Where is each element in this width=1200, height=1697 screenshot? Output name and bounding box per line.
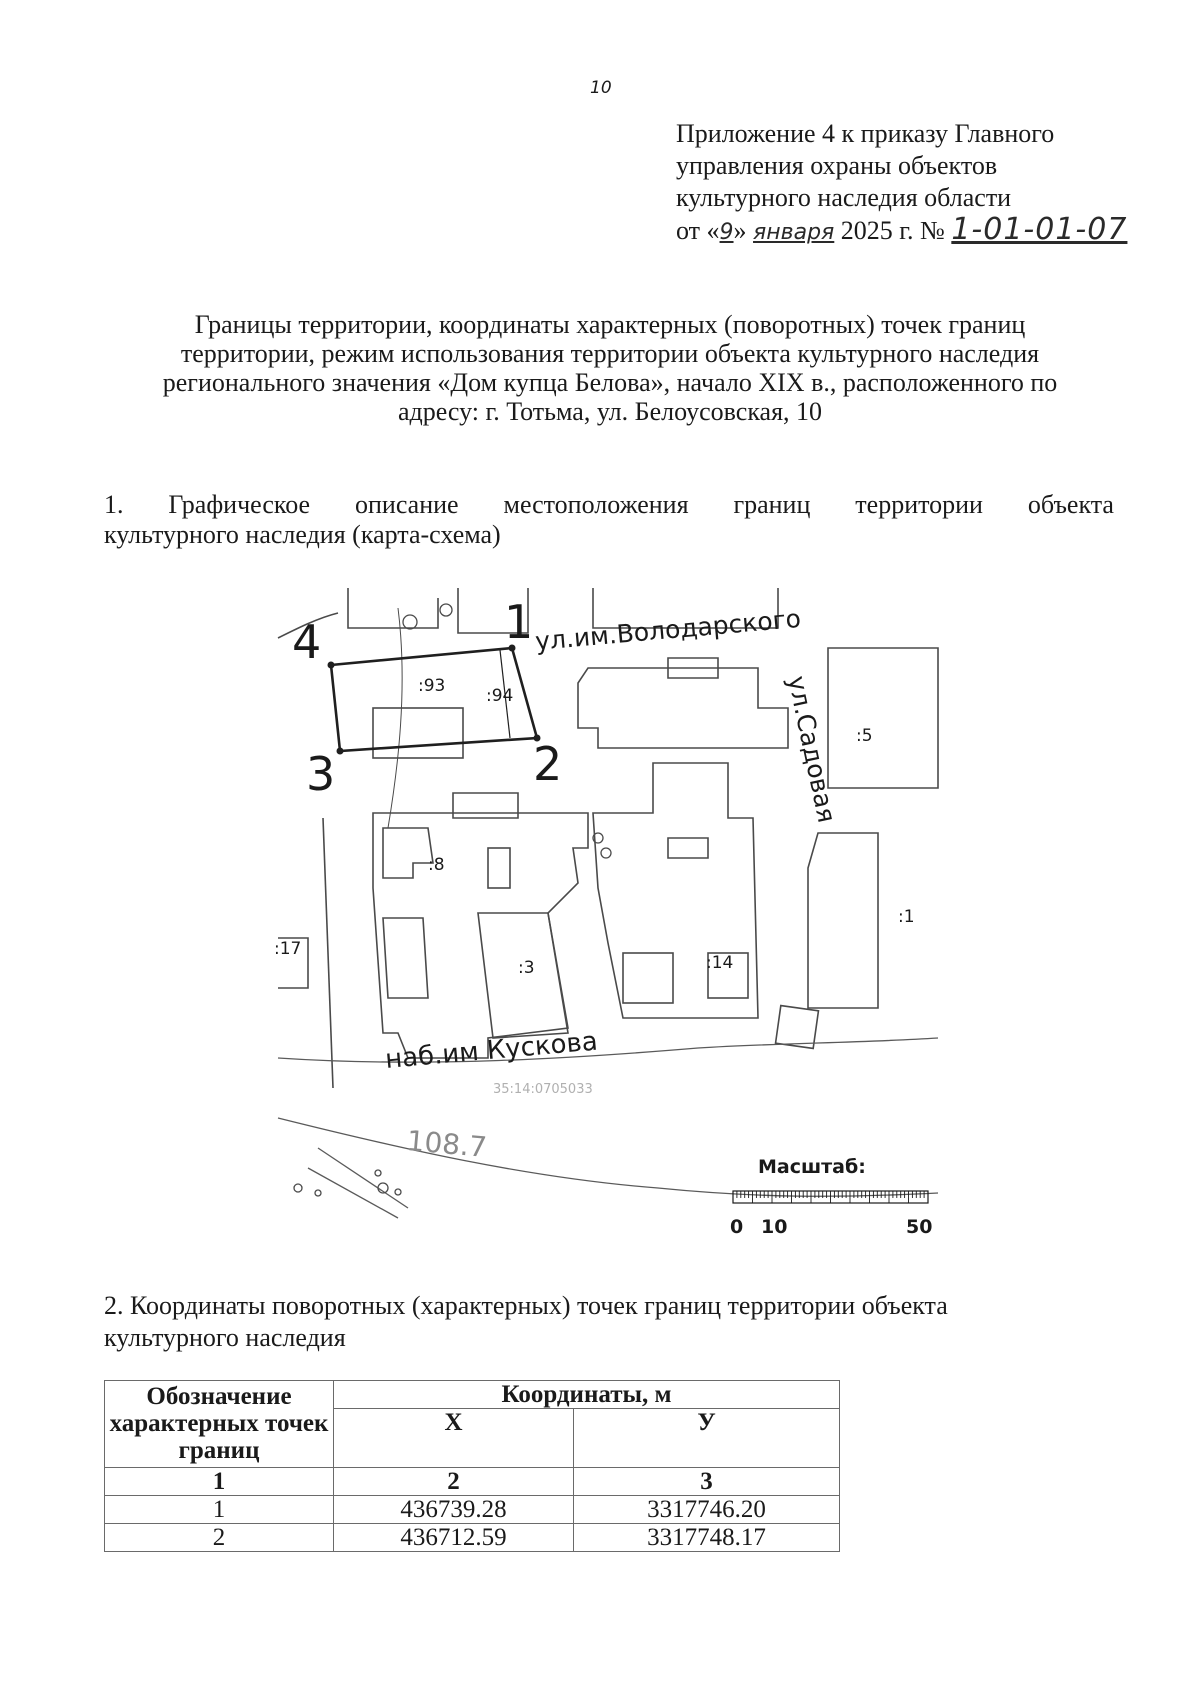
section-2-heading xyxy=(104,1290,1104,1354)
x-cell: 436712.59 xyxy=(334,1524,574,1552)
section-1-word: территории xyxy=(855,490,983,519)
date-day-handwritten: 9 xyxy=(719,220,734,245)
table-row xyxy=(105,1496,840,1524)
point-label-1: 1 xyxy=(504,595,534,649)
map-dot xyxy=(315,1190,321,1196)
parcel-label: :1 xyxy=(898,907,915,927)
column-number: 3 xyxy=(573,1468,839,1496)
date-suffix: г. № xyxy=(899,216,945,245)
river-bank-line xyxy=(278,1038,938,1062)
section-1-word: 1. xyxy=(104,490,124,519)
map-dot xyxy=(375,1170,381,1176)
designation-header: Обозначение характерных точек границ xyxy=(105,1381,334,1468)
appendix-line-2: управления охраны объектов xyxy=(676,151,998,180)
building-outline xyxy=(578,668,788,748)
order-number-handwritten: 1-01-01-07 xyxy=(951,212,1128,247)
document-title xyxy=(90,310,1130,426)
building-outline xyxy=(453,793,518,818)
date-month-handwritten: января xyxy=(753,220,835,245)
building-outline xyxy=(623,953,673,1003)
embankment-label: наб.им Кускова xyxy=(383,1026,599,1075)
date-mid: » xyxy=(733,216,747,245)
date-year: 2025 xyxy=(840,216,893,245)
building-outline xyxy=(828,648,938,788)
parcel-label: :17 xyxy=(274,939,302,959)
boundary-point-4 xyxy=(328,662,335,669)
building-outline xyxy=(383,828,433,878)
section-1-word: объекта xyxy=(1027,490,1114,519)
x-header: X xyxy=(334,1409,574,1468)
section-1-word: местоположения xyxy=(503,490,689,519)
appendix-header xyxy=(676,118,1146,249)
column-number-row xyxy=(105,1468,840,1496)
appendix-line-1: Приложение 4 к приказу Главного xyxy=(676,119,1055,148)
road-edge xyxy=(323,818,333,1088)
scale-tick-label: 0 xyxy=(730,1216,744,1238)
page-number: 10 xyxy=(590,78,612,98)
cadastral-ghost-label: 35:14:0705033 xyxy=(493,1082,593,1097)
map-svg xyxy=(274,588,938,1248)
street-volodarskogo: ул.им.Володарского xyxy=(533,603,803,656)
point-label-2: 2 xyxy=(533,737,563,791)
map-dot xyxy=(601,848,611,858)
building-outline xyxy=(668,838,708,858)
section-1-word: Графическое xyxy=(168,490,311,519)
x-cell: 436739.28 xyxy=(334,1496,574,1524)
boundary-point-3 xyxy=(337,748,344,755)
table-header-row xyxy=(105,1381,840,1409)
building-outline xyxy=(373,708,463,758)
date-prefix: от « xyxy=(676,216,720,245)
scale-tick-label: 10 xyxy=(761,1216,788,1238)
road-edge xyxy=(388,608,402,828)
y-cell: 3317746.20 xyxy=(573,1496,839,1524)
parcel-label: :94 xyxy=(486,686,514,706)
building-outline xyxy=(593,763,758,1018)
parcel-label: :3 xyxy=(518,958,535,978)
building-outline xyxy=(488,848,510,888)
appendix-date-line xyxy=(676,214,1146,249)
y-cell: 3317748.17 xyxy=(573,1524,839,1552)
table-row xyxy=(105,1524,840,1552)
coords-header: Координаты, м xyxy=(334,1381,840,1409)
map-dot xyxy=(440,604,452,616)
y-header: У xyxy=(573,1409,839,1468)
building-outline xyxy=(348,588,438,628)
building-outline xyxy=(383,918,428,998)
point-label-4: 4 xyxy=(292,615,322,669)
appendix-line-3: культурного наследия области xyxy=(676,183,1012,212)
elevation-label: 108.7 xyxy=(405,1124,489,1164)
title-line-4: адресу: г. Тотьма, ул. Белоусовская, 10 xyxy=(397,397,823,426)
section-1-word: описание xyxy=(354,490,459,519)
title-line-3: регионального значения «Дом купца Белова», начало XIX в., расположенного по xyxy=(162,368,1058,397)
coordinates-table xyxy=(104,1380,840,1552)
building-outline xyxy=(776,1006,819,1049)
scale-tick-label: 50 xyxy=(906,1216,933,1238)
section-2-line-2: культурного наследия xyxy=(104,1323,346,1352)
parcel-label: :14 xyxy=(706,953,734,973)
map-dot xyxy=(395,1189,401,1195)
title-line-1: Границы территории, координаты характерных (поворотных) точек границ xyxy=(194,310,1026,339)
section-1-heading xyxy=(104,490,1114,550)
map-dot xyxy=(403,615,417,629)
section-2-line-1: 2. Координаты поворотных (характерных) точек границ территории объекта xyxy=(104,1291,948,1320)
parcel-label: :93 xyxy=(418,676,446,696)
building-outline xyxy=(808,833,878,1008)
map-scheme xyxy=(274,588,938,1248)
point-cell: 2 xyxy=(105,1524,334,1552)
section-1-line-1 xyxy=(104,490,1114,520)
point-label-3: 3 xyxy=(306,747,336,801)
parcel-label: :8 xyxy=(428,855,445,875)
map-dot xyxy=(294,1184,302,1192)
column-number: 1 xyxy=(105,1468,334,1496)
section-1-line-2: культурного наследия (карта-схема) xyxy=(104,520,501,549)
title-line-2: территории, режим использования территории объекта культурного наследия xyxy=(180,339,1040,368)
scale-title: Масштаб: xyxy=(758,1156,866,1178)
column-number: 2 xyxy=(334,1468,574,1496)
section-1-word: границ xyxy=(733,490,811,519)
point-cell: 1 xyxy=(105,1496,334,1524)
street-sadovaya: ул.Садовая xyxy=(782,673,842,826)
parcel-label: :5 xyxy=(856,726,873,746)
